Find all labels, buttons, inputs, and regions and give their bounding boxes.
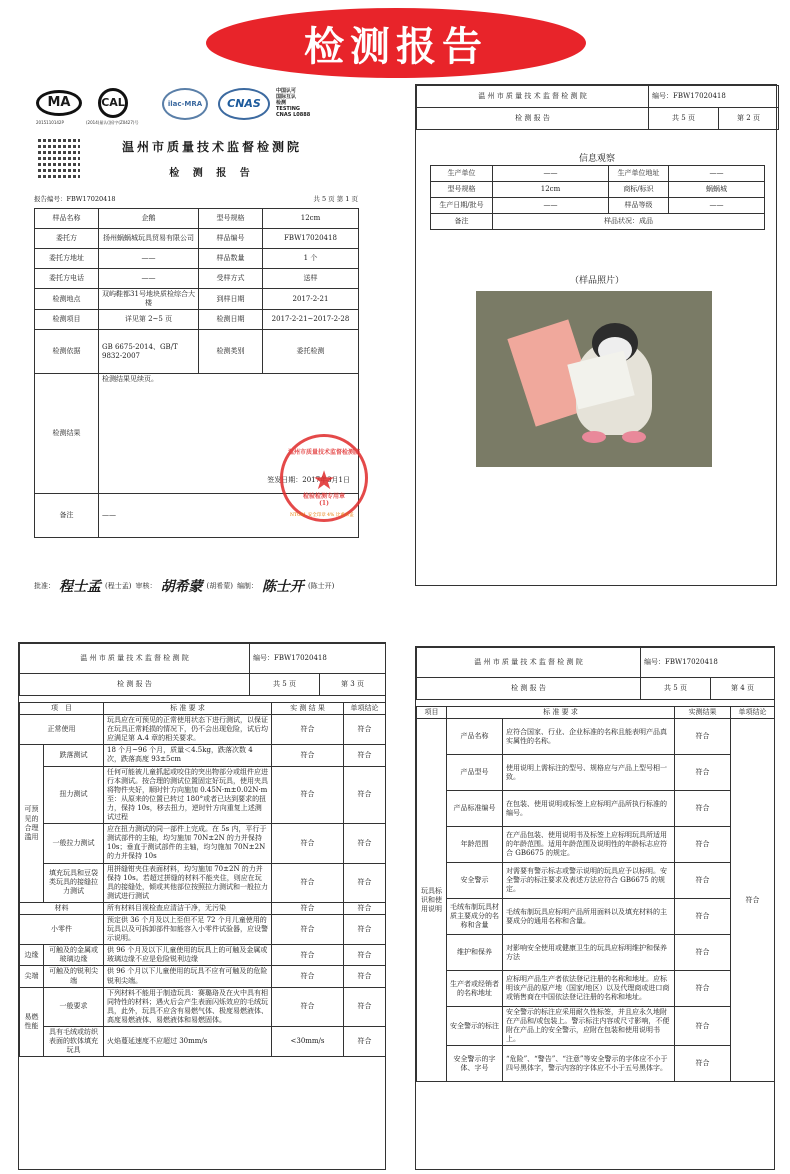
cnas-accreditation-text: 中国认可 国际互认 检测 TESTING CNAS L0888 [276,88,311,118]
observation-value: —— [493,166,609,182]
table-row [417,1007,775,1046]
page3-page: 第 3 页 [320,674,386,696]
page2-report-no: 编号：FBW17020418 [649,86,779,108]
item-conclusion: 符合 [344,766,386,824]
test-item: 材料 [20,902,104,914]
standard-requirement: 应标明产品生产者依法登记注册的名称和地址。应标明该产品的原产地（国家/地区）以及代理商或进口商或销售商在中国依法登记注册的名称和地址。 [503,971,675,1007]
observation-value: —— [669,166,765,182]
report-page-1 [34,84,390,604]
test-group: 可预见的合理滥用 [20,745,44,903]
info-label: 检测依据 [35,330,99,374]
standard-requirement: 供 96 个月以下儿童使用的玩具不应有可触及的危险锐利尖端。 [104,966,272,987]
table-row [20,987,386,1026]
test-item: 一般要求 [44,987,104,1026]
info-value: —— [99,249,199,269]
measured-result: 符合 [272,966,344,987]
observation-label: 生产单位地址 [609,166,669,182]
standard-requirement: 用拼缝钳夹住表面材料，均匀施加 70±2N 的力并保持 10s。若超过拼缝的材料不能夹住，则应在玩具的接缝处，倾或其他部位按照拉力测试和一般拉力测试进行测试 [104,863,272,902]
measured-result: 符合 [272,715,344,745]
info-row [35,289,359,310]
item-conclusion: 符合 [731,719,775,1082]
item-conclusion: 符合 [344,902,386,914]
standard-requirement: 预定供 36 个月及以上至但不足 72 个月儿童使用的玩具以及可拆卸部件如能容入小零件试验器，应设警示说明。 [104,914,272,944]
info-row [35,269,359,289]
observation-label: 样品等级 [609,198,669,214]
standard-requirement: “危险”、“警告”、“注意”等安全警示的字体应不小于四号黑体字，警示内容的字体应不小于五号黑体字。 [503,1046,675,1082]
page-count: 共 5 页 第 1 页 [313,195,358,203]
report-page-3 [18,642,386,1170]
seal-note: NTG01 安全印章 4% 比重未盖 [290,513,354,518]
info-row [35,249,359,269]
report-number: 报告编号：FBW17020418 [34,195,116,203]
measured-result: 符合 [272,824,344,863]
page2-institute: 温 州 市 质 量 技 术 监 督 检 测 院 [417,86,649,108]
test-item: 安全警示的字体、字号 [447,1046,503,1082]
standard-requirement: 火焰蔓延速度不应超过 30mm/s [104,1027,272,1057]
page4-requirements-table [416,706,775,1082]
standard-requirement: 使用说明上需标注的型号、规格应与产品上型号相一致。 [503,755,675,791]
test-group: 尖端 [20,966,44,987]
banner-text: 检测报告 [304,23,488,70]
test-item: 填充玩具和豆袋类玩具的接缝拉力测试 [44,863,104,902]
page2-remark-label: 备注 [431,214,493,230]
page3-col-conclusion: 单项结论 [344,703,386,715]
table-row [417,827,775,863]
measured-result: 符合 [272,863,344,902]
ilac-logo-icon: ilac-MRA [162,88,208,120]
report-page-2 [415,84,777,586]
page2-header-table [416,85,779,130]
info-value: GB 6675-2014、GB/T 9832-2007 [99,330,199,374]
page2-page: 第 2 页 [719,108,779,130]
item-conclusion: 符合 [344,863,386,902]
info-label: 型号规格 [199,209,263,229]
test-item: 可触及的锐利尖端 [44,966,104,987]
page3-total: 共 5 页 [250,674,320,696]
measured-result: 符合 [272,745,344,766]
standard-requirement: 18 个月~96 个月，质量＜4.5kg，跌落次数 4 次，跌落高度 93±5cm [104,745,272,766]
table-row [417,791,775,827]
table-row [20,914,386,944]
measured-result: 符合 [675,791,731,827]
standard-requirement: 供 96 个月及以下儿童使用的玩具上的可触及金属或玻璃边缘不应是危险锐利边缘 [104,945,272,966]
page4-col-item: 项目 [417,707,447,719]
info-value: 扬州蜗蜗城玩具贸易有限公司 [99,229,199,249]
measured-result: 符合 [675,899,731,935]
info-row [35,209,359,229]
measured-result: <30mm/s [272,1027,344,1057]
standard-requirement: 对影响安全使用或健康卫生的玩具应标明维护和保养方法 [503,935,675,971]
test-item: 安全警示的标注 [447,1007,503,1046]
info-row [35,310,359,330]
sign-date: 签发日期：2017年3月1日 [267,476,350,485]
measured-result: 符合 [272,945,344,966]
approver-signature: 程士孟 [59,579,101,595]
measured-result: 符合 [675,1007,731,1046]
info-value: 2017-2-21~2017-2-28 [263,310,359,330]
observation-row [431,166,765,182]
measured-result: 符合 [675,935,731,971]
info-row [35,330,359,374]
info-label: 样品名称 [35,209,99,229]
info-label: 检测地点 [35,289,99,310]
observation-label: 生产日期/批号 [431,198,493,214]
item-conclusion: 符合 [344,745,386,766]
page3-institute: 温 州 市 质 量 技 术 监 督 检 测 院 [20,644,250,674]
measured-result: 符合 [675,755,731,791]
observation-value: —— [493,198,609,214]
measured-result: 符合 [272,987,344,1026]
item-conclusion: 符合 [344,1027,386,1057]
cal-logo-icon: CAL [98,88,128,118]
observation-value: 蜗蜗城 [669,182,765,198]
page4-col-req: 标 准 要 求 [447,707,675,719]
reviewer-signature: 胡希蒙 [160,579,203,595]
standard-requirement: 毛绒布制玩具应标明产品所用面料以及填充材料的主要成分的通用名称和含量。 [503,899,675,935]
info-label: 检测类别 [199,330,263,374]
measured-result: 符合 [675,863,731,899]
report-page-4 [415,646,775,1170]
table-row [417,719,775,755]
standard-requirement: 任何可能被儿童抓起或咬住的突出物部分或组件应进行本测试。按合理的测试位置固定好玩具，使用夹具将物件夹好，顺时针方向施加 0.45N·m±0.02N·m 至：从原来的位置已转过 180°或者已达到要求的扭力，保持 10s，移去扭力，逆时针方向重复上述测试过程 [104,766,272,824]
info-row [35,229,359,249]
cal-number: (2014)量认(浙)字(Z0427)号 [86,120,139,125]
standard-requirement: 在包装、使用说明或标签上应标明产品所执行标准的编号。 [503,791,675,827]
item-conclusion: 符合 [344,715,386,745]
standard-requirement: 对需要有警示标志或警示说明的玩具应予以标明。安全警示的标注要求及表述方法应符合 GB6675 的规定。 [503,863,675,899]
test-item: 年龄范围 [447,827,503,863]
test-item: 扭力测试 [44,766,104,824]
measured-result: 符合 [272,766,344,824]
report-meta [34,194,358,203]
institute-name: 温州市质量技术监督检测院 [121,140,302,154]
table-row [20,1027,386,1057]
page4-col-result: 实测结果 [675,707,731,719]
page4-page: 第 4 页 [711,678,775,700]
item-conclusion: 符合 [344,914,386,944]
table-row [417,863,775,899]
test-item: 产品标准编号 [447,791,503,827]
table-row [20,745,386,766]
measured-result: 符合 [675,719,731,755]
page2-report-title: 检 测 报 告 [417,108,649,130]
compiler-signature: 陈士开 [261,579,304,595]
ma-logo-icon: MA [36,90,82,116]
standard-requirement: 应在扭力测试的同一部件上完成。在 5s 内，平行于测试部件的主轴，均匀施加 70N±2N 的力并保持 10s；垂直于测试部件的主轴，均匀施加 70N±2N 的力并保持 10s [104,824,272,863]
measured-result: 符合 [675,827,731,863]
page3-col-result: 实 测 结 果 [272,703,344,715]
ma-number: 2015110142P [36,120,64,125]
test-item: 维护和保养 [447,935,503,971]
page4-report-title: 检 测 报 告 [417,678,641,700]
test-item: 跌落测试 [44,745,104,766]
page3-col-item: 项 目 [20,703,104,715]
report-title: 检 测 报 告 [169,168,255,179]
test-item: 产品名称 [447,719,503,755]
info-label: 样品编号 [199,229,263,249]
item-conclusion: 符合 [344,824,386,863]
result-text: 检测结果见续页。 [102,375,158,384]
observation-label: 生产单位 [431,166,493,182]
info-label: 检测项目 [35,310,99,330]
table-row [20,766,386,824]
table-row [20,902,386,914]
table-row [417,971,775,1007]
info-value: 详见第 2~5 页 [99,310,199,330]
info-value: 双屿鞋都31号地块质检综合大楼 [99,289,199,310]
item-conclusion: 符合 [344,987,386,1026]
remark-value: —— [99,494,359,538]
page4-col-conclusion: 单项结论 [731,707,775,719]
table-row [20,966,386,987]
table-row [20,945,386,966]
info-value: FBW17020418 [263,229,359,249]
info-label: 到样日期 [199,289,263,310]
info-value: —— [99,269,199,289]
page3-col-req: 标 准 要 求 [104,703,272,715]
info-value: 委托检测 [263,330,359,374]
info-value: 2017-2-21 [263,289,359,310]
test-item: 生产者或经销者的名称地址 [447,971,503,1007]
title-banner [206,8,586,78]
standard-requirement: 应符合国家、行业、企业标准的名称且能表明产品真实属性的名称。 [503,719,675,755]
info-observation-title: 信息观察 [578,154,615,164]
standard-requirement: 在产品包装、使用说明书及标签上应标明玩具所适用的年龄范围。适用年龄范围及说明性的年龄标志应符合 GB6675 的规定。 [503,827,675,863]
test-group: 玩具标识和使用说明 [417,719,447,1082]
info-value: 12cm [263,209,359,229]
test-item: 正常使用 [20,715,104,745]
test-item: 毛绒布制玩具材质主要成分的名称和含量 [447,899,503,935]
page3-requirements-table [19,702,386,1057]
page3-header-table [19,643,386,696]
page3-report-no: 编号：FBW17020418 [250,644,386,674]
test-group: 易燃性能 [20,987,44,1057]
page3-report-title: 检 测 报 告 [20,674,250,696]
standard-requirement: 玩具应在可预见的正常使用状态下进行测试，以保证在玩具正常耗损的情况下，仍不会出现危险，试后均应满足第 A.4 章的相关要求。 [104,715,272,745]
page2-remark-value: 样品状况：成品 [493,214,765,230]
test-item: 安全警示 [447,863,503,899]
sample-photo [476,291,712,467]
table-row [417,755,775,791]
standard-requirement: 所有材料目视检查应清洁干净，无污染 [104,902,272,914]
accreditation-logos [34,84,390,132]
observation-label: 商标/标识 [609,182,669,198]
test-item: 产品型号 [447,755,503,791]
observation-row [431,198,765,214]
test-item: 一般拉力测试 [44,824,104,863]
observation-value: 12cm [493,182,609,198]
info-value: 送样 [263,269,359,289]
observation-value: —— [669,198,765,214]
result-label: 检测结果 [35,374,99,494]
measured-result: 符合 [272,914,344,944]
table-row [417,1046,775,1082]
info-label: 委托方地址 [35,249,99,269]
info-value: 企鹅 [99,209,199,229]
observation-label: 型号规格 [431,182,493,198]
remark-label: 备注 [35,494,99,538]
page4-header-table [416,647,775,700]
table-row [20,863,386,902]
page4-institute: 温 州 市 质 量 技 术 监 督 检 测 院 [417,648,641,678]
info-label: 委托方 [35,229,99,249]
test-group: 边缘 [20,945,44,966]
observation-row [431,182,765,198]
cnas-logo-icon: CNAS [218,88,270,120]
item-conclusion: 符合 [344,966,386,987]
test-item: 具有毛绒或纺织表面的软体填充玩具 [44,1027,104,1057]
standard-requirement: 安全警示的标注应采用耐久性标签，并且应永久地附在产品和/或包装上。警示标注内容或尺寸影响，不便附在产品上的安全警示，应附在包装和使用说明书上。 [503,1007,675,1046]
signature-line: 批准： 程士孟 (程士孟) 审核： 胡希蒙 (胡希蒙) 编制： 陈士开 (陈士开) [34,576,394,596]
info-value: 1 个 [263,249,359,269]
measured-result: 符合 [272,902,344,914]
page4-report-no: 编号：FBW17020418 [641,648,775,678]
official-seal-icon: 温州市质量技术监督检测院 ★ 检验检测专用章 (1) [280,434,368,522]
observation-table [430,165,765,230]
item-conclusion: 符合 [344,945,386,966]
info-label: 受样方式 [199,269,263,289]
qr-code-icon [38,136,80,178]
table-row [417,935,775,971]
info-label: 样品数量 [199,249,263,269]
page2-total: 共 5 页 [649,108,719,130]
sample-photo-label: （样品照片） [569,276,624,286]
table-row [20,715,386,745]
standard-requirement: 下列材料不能用于制造玩具：赛璐珞及在火中具有相同特性的材料；遇火后会产生表面闪烁效应的毛绒玩具，此外，玩具不应含有易燃气体、极度易燃液体、高度易燃液体、易燃液体和易燃固体。 [104,987,272,1026]
test-item: 小零件 [20,914,104,944]
info-label: 检测日期 [199,310,263,330]
measured-result: 符合 [675,1046,731,1082]
info-label: 委托方电话 [35,269,99,289]
table-row [20,824,386,863]
test-item: 可触及的金属或玻璃边缘 [44,945,104,966]
table-row [417,899,775,935]
page4-total: 共 5 页 [641,678,711,700]
measured-result: 符合 [675,971,731,1007]
